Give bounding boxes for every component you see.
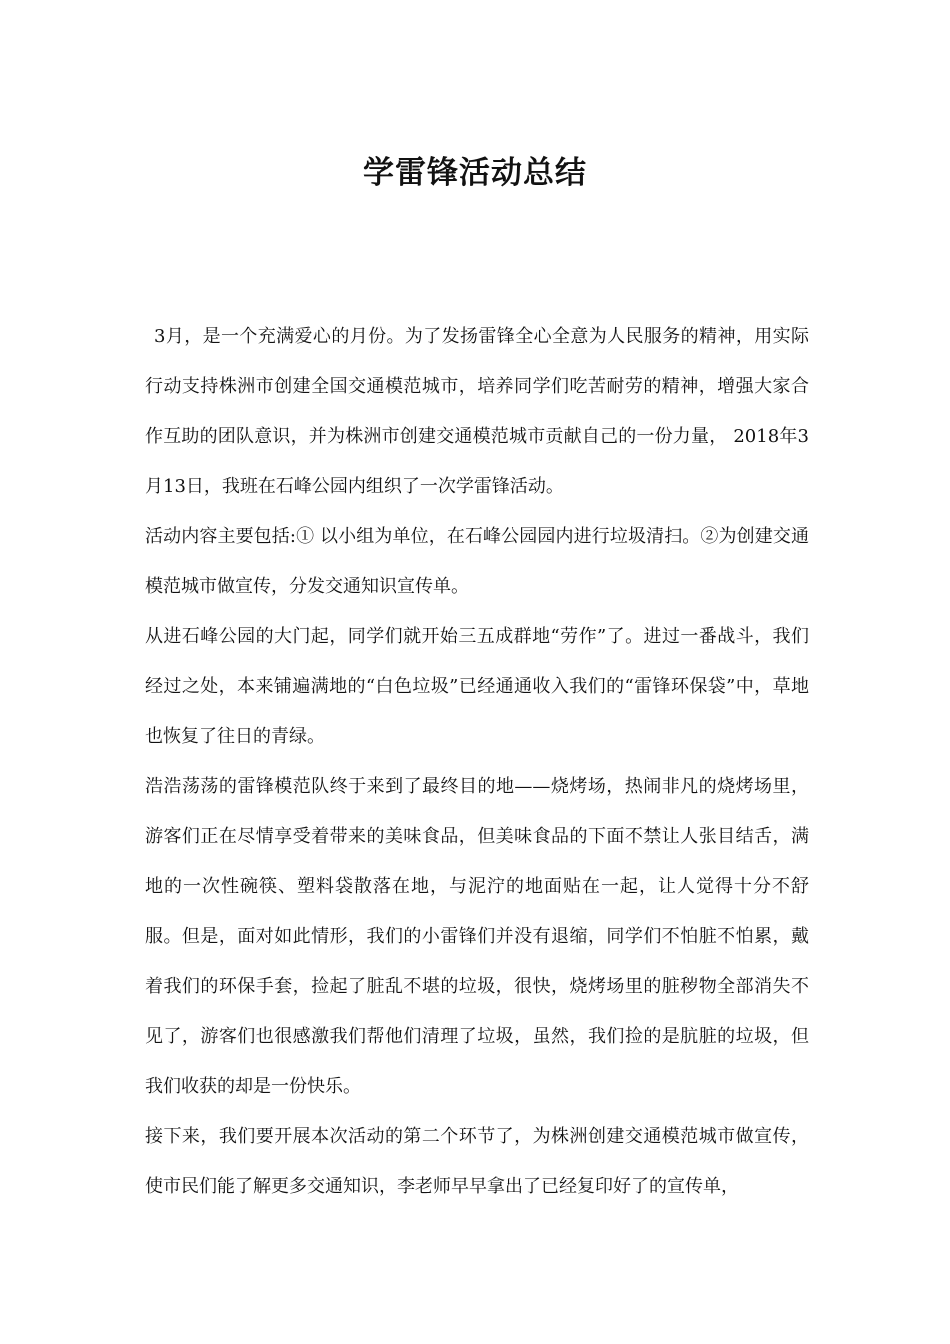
- paragraph-bbq-area: 浩浩荡荡的雷锋模范队终于来到了最终目的地——烧烤场，热闹非凡的烧烤场里，游客们正在尽情享受着带来的美味食品，但美味食品的下面不禁让人张目结舌，满地的一次性碗筷、塑料袋散落在地，与泥泞的地面贴在一起，让人觉得十分不舒服。但是，面对如此情形，我们的小雷锋们并没有退缩，同学们不怕脏不怕累，戴着我们的环保手套，捡起了脏乱不堪的垃圾，很快，烧烤场里的脏秽物全部消失不见了，游客们也很感激我们帮他们清理了垃圾，虽然，我们捡的是肮脏的垃圾，但我们收获的却是一份快乐。: [145, 776, 809, 1097]
- document-title: 学雷锋活动总结: [363, 154, 587, 191]
- paragraph-second-part: 接下来，我们要开展本次活动的第二个环节了，为株洲创建交通模范城市做宣传，使市民们能了解更多交通知识，李老师早早拿出了已经复印好了的宣传单，: [145, 1126, 809, 1197]
- paragraph-park-cleanup: 从进石峰公园的大门起，同学们就开始三五成群地“劳作”了。进过一番战斗，我们经过之处，本来铺遍满地的“白色垃圾”已经通通收入我们的“雷锋环保袋”中，草地也恢复了往日的青绿。: [145, 626, 809, 747]
- document-body: [145, 312, 809, 1212]
- paragraph-intro: 3月，是一个充满爱心的月份。为了发扬雷锋全心全意为人民服务的精神，用实际行动支持株洲市创建全国交通模范城市，培养同学们吃苦耐劳的精神，增强大家合作互助的团队意识，并为株洲市创建交通模范城市贡献自己的一份力量， 2018年3月13日，我班在石峰公园内组织了一次学雷锋活动。: [145, 326, 809, 497]
- paragraph-activity-content: 活动内容主要包括:① 以小组为单位，在石峰公园园内进行垃圾清扫。②为创建交通模范城市做宣传，分发交通知识宣传单。: [145, 526, 809, 597]
